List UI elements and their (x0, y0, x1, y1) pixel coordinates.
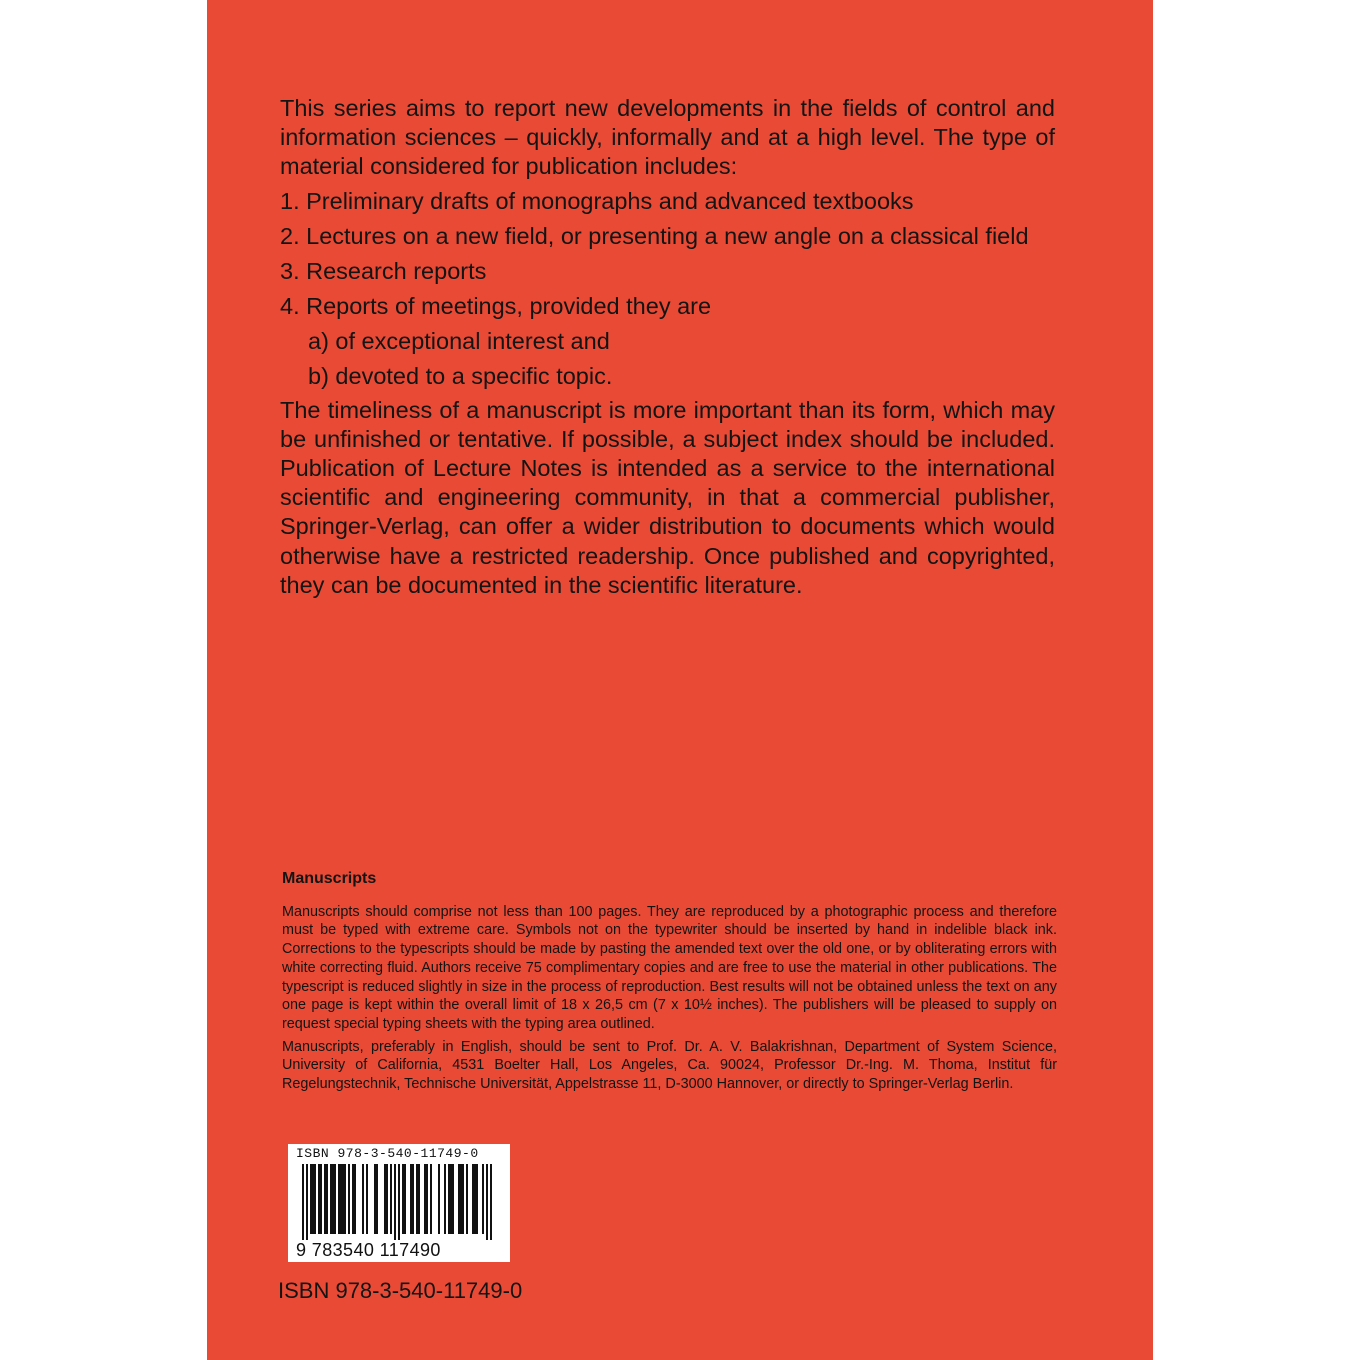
barcode-bar (344, 1164, 346, 1234)
barcode-bar (438, 1164, 440, 1234)
back-cover (207, 0, 1153, 1360)
barcode-bar (412, 1164, 414, 1234)
barcode-bar (452, 1164, 454, 1234)
barcode-bar (354, 1164, 356, 1234)
barcode-bar (306, 1164, 308, 1240)
sublist-item-b: b) devoted to a specific topic. (308, 363, 613, 390)
barcode-bar (476, 1164, 478, 1234)
barcode-bar (334, 1164, 336, 1234)
barcode-bar (448, 1164, 450, 1234)
barcode-bar (418, 1164, 420, 1234)
barcode-bar (482, 1164, 484, 1234)
barcode-bar (460, 1164, 462, 1234)
barcode (288, 1144, 510, 1262)
list-item-2: 2. Lectures on a new field, or presenting a new angle on a classical field (280, 223, 1029, 250)
barcode-bar (444, 1164, 446, 1234)
barcode-bars (296, 1164, 502, 1240)
barcode-bar (386, 1164, 388, 1234)
barcode-bar (462, 1164, 464, 1234)
isbn-number: ISBN 978-3-540-11749-0 (278, 1278, 523, 1303)
barcode-bar (486, 1164, 488, 1240)
barcode-bar (374, 1164, 376, 1234)
barcode-bar (314, 1164, 316, 1234)
barcode-bar (390, 1164, 392, 1234)
manuscripts-paragraph-1: Manuscripts should comprise not less than 100 pages. They are reproduced by a photographic process and therefore must be typed with extreme care. Symbols not on the typewriter should be inserted by hand in indelible black ink. Corrections to the typescripts should be made by pasting the amended text over the old one, or by obliterating errors with white correcting fluid. Authors receive 75 complimentary copies and are free to use the material in other publications. The typescript is reduced slightly in size in the process of reproduction. Best results will not be obtained unless the text on any one page is kept within the overall limit of 18 x 26,5 cm (7 x 10½ inches). The publishers will be pleased to supply on request special typing sheets with the typing area outlined. (282, 903, 1057, 1032)
barcode-bar (324, 1164, 326, 1234)
barcode-bar (404, 1164, 406, 1234)
barcode-bar (398, 1164, 400, 1240)
barcode-bar (312, 1164, 314, 1234)
barcode-bar (472, 1164, 474, 1234)
barcode-bar (326, 1164, 328, 1234)
barcode-bar (332, 1164, 334, 1234)
barcode-bar (330, 1164, 332, 1234)
list-item-1: 1. Preliminary drafts of monographs and advanced textbooks (280, 188, 914, 215)
barcode-isbn-label: ISBN 978-3-540-11749-0 (296, 1146, 479, 1161)
barcode-bar (394, 1164, 396, 1240)
barcode-bar (424, 1164, 426, 1234)
barcode-bar (352, 1164, 354, 1234)
barcode-bar (348, 1164, 350, 1234)
barcode-bar (320, 1164, 322, 1234)
barcode-digits: 9 783540 117490 (296, 1240, 441, 1260)
manuscripts-heading: Manuscripts (282, 870, 377, 887)
barcode-bar (302, 1164, 304, 1240)
barcode-bar (384, 1164, 386, 1234)
barcode-bar (466, 1164, 468, 1234)
barcode-bar (362, 1164, 364, 1234)
timeliness-paragraph: The timeliness of a manuscript is more important than its form, which may be unfinished or tentative. If possible, a subject index should be included. Publication of Lecture Notes is intended as a service to the international scientific and engineering community, in that a commercial publisher, Springer-Verlag, can offer a wider distribution to documents which would otherwise have a restricted readership. Once published and copyrighted, they can be documented in the scientific literature. (280, 396, 1055, 598)
intro-paragraph: This series aims to report new developments in the fields of control and information sciences – quickly, informally and at a high level. The type of material considered for publication includes: (280, 95, 1055, 180)
manuscripts-section (282, 870, 1057, 1094)
barcode-bar (340, 1164, 342, 1234)
barcode-bar (318, 1164, 320, 1234)
list-item-3: 3. Research reports (280, 258, 487, 285)
barcode-bar (342, 1164, 344, 1234)
barcode-bar (310, 1164, 312, 1234)
barcode-bar (416, 1164, 418, 1234)
barcode-bar (430, 1164, 432, 1234)
barcode-bar (458, 1164, 460, 1234)
barcode-bar (474, 1164, 476, 1234)
manuscripts-paragraph-2: Manuscripts, preferably in English, should be sent to Prof. Dr. A. V. Balakrishnan, Department of System Science, University of California, 4531 Boelter Hall, Los Angeles, Ca. 90024, Professor Dr.-Ing. M. Thoma, Institut für Regelungstechnik, Technische Universität, Appelstrasse 11, D-3000 Hannover, or directly to Springer-Verlag Berlin. (282, 1038, 1057, 1093)
list-item-4: 4. Reports of meetings, provided they are (280, 293, 712, 320)
barcode-bar (450, 1164, 452, 1234)
barcode-bar (338, 1164, 340, 1234)
barcode-bar (426, 1164, 428, 1234)
sublist-item-a: a) of exceptional interest and (308, 328, 610, 355)
barcode-bar (366, 1164, 368, 1234)
series-description (280, 94, 1055, 600)
barcode-bar (410, 1164, 412, 1234)
barcode-bar (376, 1164, 378, 1234)
barcode-bar (490, 1164, 492, 1240)
barcode-bar (402, 1164, 404, 1234)
